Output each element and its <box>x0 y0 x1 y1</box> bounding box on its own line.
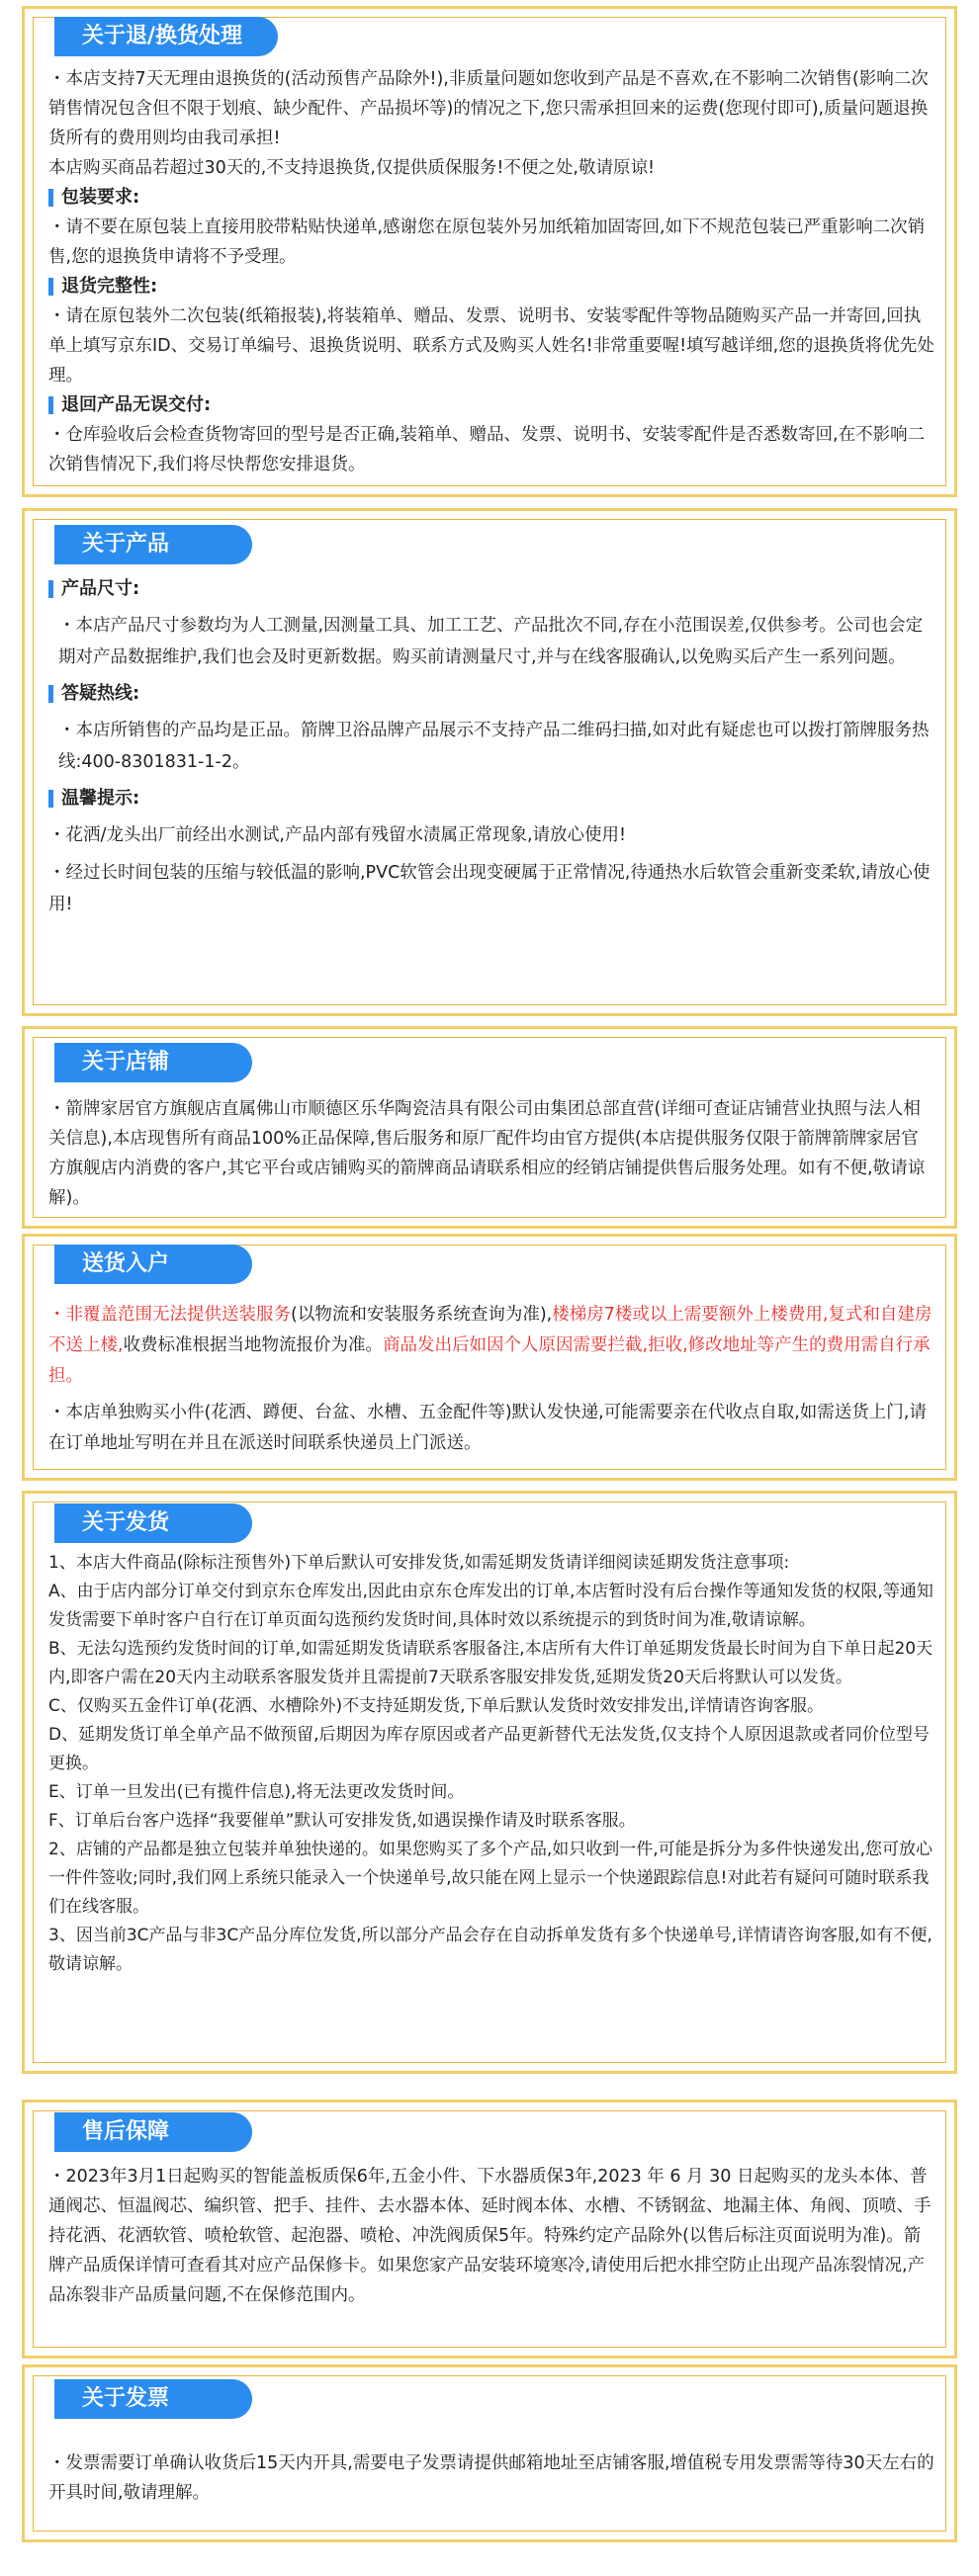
marker-bar <box>48 580 53 598</box>
subheading-size <box>48 574 934 604</box>
shipping-line: E、订单一旦发出(已有揽件信息),将无法更改发货时间。 <box>48 1782 465 1802</box>
section-title: 关于产品 <box>54 525 252 564</box>
warranty-section <box>22 2100 957 2359</box>
warranty-text: ・2023年3月1日起购买的智能盖板质保6年,五金小件、下水器质保3年,2023 年 6 月 30 日起购买的龙头本体、普通阀芯、恒温阀芯、编织管、把手、挂件、去水器本体、延时阀本体、水槽、不锈钢盆、地漏主体、角阀、顶喷、手持花洒、花洒软管、喷枪软管、起泡器、喷枪、冲洗阀质保5年。特殊约定产品除外(以售后标注页面说明为准)。箭牌产品质保详情可查看其对应产品保修卡。如果您家产品安装环境寒冷,请使用后把水排空防止出现产品冻裂情况,产品冻裂非产品质量问题,不在保修范围内。 <box>48 2167 932 2305</box>
tip-text-1: ・花洒/龙头出厂前经出水测试,产品内部有残留水渍属正常现象,请放心使用! <box>48 825 627 845</box>
shipping-line: 1、本店大件商品(除标注预售外)下单后默认可安排发货,如需延期发货请详细阅读延期发货注意事项: <box>48 1553 790 1573</box>
subheading-hotline <box>48 679 934 709</box>
marker-bar <box>48 189 53 207</box>
delivery-small-items-text: ・本店单独购买小件(花洒、蹲便、台盆、水槽、五金配件等)默认发快递,可能需要亲在代收点自取,如需送货上门,请在订单地址写明在并且在派送时间联系快递员上门派送。 <box>48 1403 927 1453</box>
section-body <box>48 574 934 920</box>
subheading-label: 包装要求: <box>61 187 140 208</box>
marker-bar <box>48 790 53 808</box>
delivery-fee-note: 收费标准根据当地物流报价为准。 <box>123 1335 384 1355</box>
section-title: 关于发票 <box>54 2379 252 2419</box>
subheading-completeness <box>48 272 934 301</box>
shipping-line: 2、店铺的产品都是独立包装并单独快递的。如果您购买了多个产品,如只收到一件,可能是拆分为多件快递发出,您可放心一件件签收;同时,我们网上系统只能录入一个快递单号,故只能在网上显示一个快递跟踪信息!对此若有疑问可随时联系我们在线客服。 <box>48 1840 934 1917</box>
section-body <box>48 1300 934 1459</box>
delivery-stairs-notice: 楼梯房7楼或以上需要额外上楼费用,复式和自建房不送上楼, <box>48 1305 933 1355</box>
shipping-line: D、延期发货订单全单产品不做预留,后期因为库存原因或者产品更新替代无法发货,仅支持个人原因退款或者同价位型号更换。 <box>48 1725 930 1773</box>
shipping-section <box>22 1491 957 2074</box>
section-body <box>48 1094 934 1213</box>
subheading-label: 退回产品无误交付: <box>61 394 212 415</box>
subheading-label: 产品尺寸: <box>61 578 140 599</box>
delivery-check-text: ・仓库验收后会检查货物寄回的型号是否正确,装箱单、赠品、发票、说明书、安装零配件是否悉数寄回,在不影响二次销售情况下,我们将尽快帮您安排退货。 <box>48 425 926 474</box>
returns-policy-text: ・本店支持7天无理由退换货的(活动预售产品除外!),非质量问题如您收到产品是不喜欢,在不影响二次销售(影响二次销售情况包含但不限于划痕、缺少配件、产品损坏等)的情况之下,您只需承担回来的运费(您现付即可),质量问题退换货所有的费用则均由我司承担! <box>48 69 929 148</box>
subheading-label: 温馨提示: <box>61 788 140 809</box>
delivery-notice <box>48 1300 934 1392</box>
section-body <box>48 2162 934 2310</box>
shipping-line: B、无法勾选预约发货时间的订单,如需延期发货请联系客服备注,本店所有大件订单延期发货最长时间为自下单日起20天内,即客户需在20天内主动联系客服发货并且需提前7天联系客服安排发货,延期发货20天后将默认可以发货。 <box>48 1639 934 1687</box>
subheading-delivery-check <box>48 390 934 420</box>
returns-limit-text: 本店购买商品若超过30天的,不支持退换货,仅提供质保服务!不便之处,敬请原谅! <box>48 158 655 178</box>
size-text: ・本店产品尺寸参数均为人工测量,因测量工具、加工工艺、产品批次不同,存在小范围误差,仅供参考。公司也会定期对产品数据维护,我们也会及时更新数据。购买前请测量尺寸,并与在线客服确认,以免购买后产生一系列问题。 <box>58 616 924 667</box>
subheading-label: 退货完整性: <box>61 276 158 297</box>
product-section <box>22 508 957 1016</box>
subheading-packaging <box>48 183 934 213</box>
invoice-text: ・发票需要订单确认收货后15天内开具,需要电子发票请提供邮箱地址至店铺客服,增值税专用发票需等待30天左右的开具时间,敬请理解。 <box>48 2453 934 2503</box>
delivery-coverage-notice: ・非覆盖范围无法提供送装服务 <box>48 1305 291 1325</box>
section-title: 售后保障 <box>54 2112 252 2152</box>
subheading-tips <box>48 784 934 814</box>
subheading-label: 答疑热线: <box>61 683 140 704</box>
section-title: 关于店铺 <box>54 1043 252 1082</box>
section-body <box>48 64 934 479</box>
shipping-line: A、由于店内部分订单交付到京东仓库发出,因此由京东仓库发出的订单,本店暂时没有后台操作等通知发货的权限,等通知发货需要下单时客户自行在订单页面勾选预约发货时间,具体时效以系统提示的到货时间为准,敬请谅解。 <box>48 1582 934 1630</box>
store-text: ・箭牌家居官方旗舰店直属佛山市顺德区乐华陶瓷洁具有限公司由集团总部直营(详细可查证店铺营业执照与法人相关信息),本店现售所有商品100%正品保障,售后服务和原厂配件均由官方提供(本店提供服务仅限于箭牌箭牌家居官方旗舰店内消费的客户,其它平台或店铺购买的箭牌商品请联系相应的经销店铺提供售后服务处理。如有不便,敬请谅解)。 <box>48 1099 926 1208</box>
section-body <box>48 1549 934 1979</box>
marker-bar <box>48 685 53 703</box>
hotline-text: ・本店所销售的产品均是正品。箭牌卫浴品牌产品展示不支持产品二维码扫描,如对此有疑虑也可以拨打箭牌服务热线:400-8301831-1-2。 <box>58 721 930 772</box>
shipping-line: 3、因当前3C产品与非3C产品分库位发货,所以部分产品会存在自动拆单发货有多个快递单号,详情请咨询客服,如有不便,敬请谅解。 <box>48 1926 933 1974</box>
section-body <box>48 2448 934 2508</box>
packaging-text: ・请不要在原包装上直接用胶带粘贴快递单,感谢您在原包装外另加纸箱加固寄回,如下不规范包装已严重影响二次销售,您的退换货申请将不予受理。 <box>48 217 926 267</box>
section-title: 关于退/换货处理 <box>54 17 278 56</box>
completeness-text: ・请在原包装外二次包装(纸箱报装),将装箱单、赠品、发票、说明书、安装零配件等物品随购买产品一并寄回,回执单上填写京东ID、交易订单编号、退换货说明、联系方式及购买人姓名!非常重要喔!填写越详细,您的退换货将优先处理。 <box>48 306 934 386</box>
section-title: 关于发货 <box>54 1503 252 1543</box>
section-title: 送货入户 <box>54 1245 252 1284</box>
invoice-section <box>22 2364 957 2542</box>
shipping-line: C、仅购买五金件订单(花洒、水槽除外)不支持延期发货,下单后默认发货时效安排发出,详情请咨询客服。 <box>48 1696 824 1716</box>
delivery-intercept-notice: 商品发出后如因个人原因需要拦截,拒收,修改地址等产生的费用需自行承担。 <box>48 1335 931 1386</box>
returns-section <box>22 6 957 497</box>
delivery-coverage-note: (以物流和安装服务系统查询为准), <box>291 1305 553 1325</box>
marker-bar <box>48 278 53 296</box>
store-section <box>22 1026 957 1229</box>
marker-bar <box>48 396 53 414</box>
shipping-line: F、订单后台客户选择“我要催单”默认可安排发货,如遇误操作请及时联系客服。 <box>48 1811 636 1831</box>
delivery-section <box>22 1234 957 1481</box>
tip-text-2: ・经过长时间包装的压缩与较低温的影响,PVC软管会出现变硬属于正常情况,待通热水后软管会重新变柔软,请放心使用! <box>48 863 931 914</box>
